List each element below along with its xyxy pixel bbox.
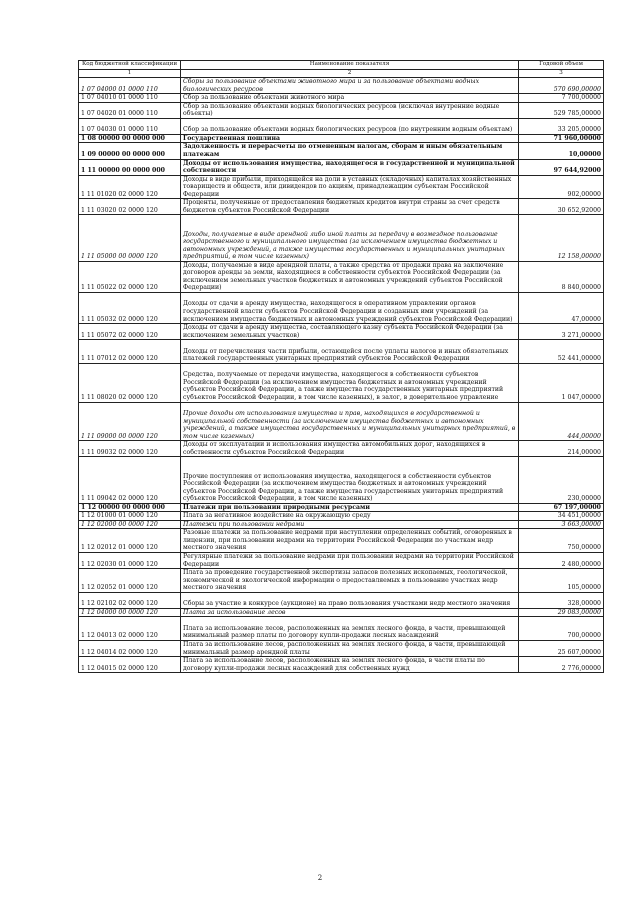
column-number-2: 2 — [181, 69, 519, 78]
table-row — [79, 292, 604, 323]
table-row — [79, 552, 604, 568]
row-value: 33 205,00000 — [519, 118, 604, 134]
row-code: 1 12 04000 00 0000 120 — [79, 608, 181, 617]
row-value: 52 441,00000 — [519, 340, 604, 364]
table-row — [79, 134, 604, 143]
row-name: Сборы за участие в конкурсе (аукционе) на право пользования участками недр местного значения — [181, 592, 519, 608]
table-row — [79, 78, 604, 94]
table-row — [79, 520, 604, 529]
row-code: 1 11 01020 02 0000 120 — [79, 175, 181, 199]
table-row — [79, 640, 604, 656]
row-code: 1 12 00000 00 0000 000 — [79, 503, 181, 512]
row-value: 750,00000 — [519, 529, 604, 553]
row-code: 1 12 04013 02 0000 120 — [79, 617, 181, 641]
row-name: Сборы за пользование объектами животного мира и за пользование объектами водных биологических ресурсов — [181, 78, 519, 94]
row-name: Платежи при пользовании недрами — [181, 520, 519, 529]
table-row — [79, 94, 604, 103]
row-code: 1 11 08020 02 0000 120 — [79, 363, 181, 402]
row-code: 1 11 05000 00 0000 120 — [79, 215, 181, 261]
page-number: 2 — [317, 874, 323, 882]
row-name: Сбор за пользование объектами животного мира — [181, 94, 519, 103]
column-number-1: 1 — [79, 69, 181, 78]
row-value: 3 663,00000 — [519, 520, 604, 529]
table-row — [79, 457, 604, 503]
row-code: 1 11 07012 02 0000 120 — [79, 340, 181, 364]
table-row — [79, 657, 604, 673]
row-value: 34 451,00000 — [519, 512, 604, 521]
table-row — [79, 402, 604, 441]
row-value: 214,00000 — [519, 441, 604, 457]
row-code: 1 12 02000 00 0000 120 — [79, 520, 181, 529]
header-code: Код бюджетной классификации — [79, 61, 181, 70]
table-row — [79, 118, 604, 134]
row-value: 67 197,00000 — [519, 503, 604, 512]
row-code: 1 11 00000 00 0000 000 — [79, 159, 181, 175]
row-value: 1 047,00000 — [519, 363, 604, 402]
row-name: Доходы от сдачи в аренду имущества, находящегося в оперативном управлении органов государственной власти субъектов Российской Федерации и созданных ими учреждений (за исключением имущества бюджетных и автономных учреждений субъектов Российской Федерации) — [181, 292, 519, 323]
table-row — [79, 441, 604, 457]
row-value: 529 785,00000 — [519, 102, 604, 118]
row-value: 12 158,00000 — [519, 215, 604, 261]
row-value: 25 607,00000 — [519, 640, 604, 656]
column-number-3: 3 — [519, 69, 604, 78]
header-name: Наименование показателя — [181, 61, 519, 70]
table-row — [79, 608, 604, 617]
row-code: 1 09 00000 00 0000 000 — [79, 143, 181, 159]
row-value: 47,00000 — [519, 292, 604, 323]
table-row — [79, 503, 604, 512]
row-value: 10,00000 — [519, 143, 604, 159]
row-name: Доходы, получаемые в виде арендной платы, а также средства от продажи права на заключение договоров аренды за земли, находящиеся в собственности субъектов Российской Федерации (за исключением земельных участков бюджетных и автономных учреждений субъектов Российской Федерации) — [181, 261, 519, 292]
row-code: 1 11 09042 02 0000 120 — [79, 457, 181, 503]
row-code: 1 12 02012 01 0000 120 — [79, 529, 181, 553]
table-row — [79, 199, 604, 215]
table-row — [79, 512, 604, 521]
row-value: 71 960,00000 — [519, 134, 604, 143]
row-name: Разовые платежи за пользование недрами при наступлении определенных событий, оговоренных в лицензии, при пользовании недрами на территории Российской Федерации по участкам недр местного значения — [181, 529, 519, 553]
row-code: 1 08 00000 00 0000 000 — [79, 134, 181, 143]
row-code: 1 12 02052 01 0000 120 — [79, 569, 181, 593]
row-value: 2 480,00000 — [519, 552, 604, 568]
row-value: 902,00000 — [519, 175, 604, 199]
row-code: 1 12 02102 02 0000 120 — [79, 592, 181, 608]
row-code: 1 11 05072 02 0000 120 — [79, 324, 181, 340]
table-row — [79, 340, 604, 364]
row-code: 1 07 04030 01 0000 110 — [79, 118, 181, 134]
budget-table — [78, 60, 604, 673]
row-name: Доходы, получаемые в виде арендной либо иной платы за передачу в возмездное пользование государственного и муниципального имущества (за исключением имущества бюджетных и автономных учреждений, а также имущества государственных и муниципальных унитарных предприятий, в том числе казенных) — [181, 215, 519, 261]
row-code: 1 07 04020 01 0000 110 — [79, 102, 181, 118]
row-code: 1 11 09032 02 0000 120 — [79, 441, 181, 457]
table-column-number-row — [79, 69, 604, 78]
row-value: 8 840,00000 — [519, 261, 604, 292]
row-name: Доходы от перечисления части прибыли, остающейся после уплаты налогов и иных обязательных платежей государственных унитарных предприятий субъектов Российской Федерации — [181, 340, 519, 364]
row-value: 30 652,92000 — [519, 199, 604, 215]
table-row — [79, 175, 604, 199]
row-name: Плата за использование лесов, расположенных на землях лесного фонда, в части платы по договору купли-продажи лесных насаждений для собственных нужд — [181, 657, 519, 673]
table-row — [79, 215, 604, 261]
table-row — [79, 261, 604, 292]
row-value: 328,00000 — [519, 592, 604, 608]
row-name: Доходы от эксплуатации и использования имущества автомобильных дорог, находящихся в собственности субъектов Российской Федерации — [181, 441, 519, 457]
row-name: Сбор за пользование объектами водных биологических ресурсов (исключая внутренние водные объекты) — [181, 102, 519, 118]
table-row — [79, 592, 604, 608]
row-code: 1 12 01000 01 0000 120 — [79, 512, 181, 521]
row-code: 1 12 04014 02 0000 120 — [79, 640, 181, 656]
row-name: Регулярные платежи за пользование недрами при пользовании недрами на территории Российской Федерации — [181, 552, 519, 568]
row-name: Плата за негативное воздействие на окружающую среду — [181, 512, 519, 521]
row-code: 1 07 04010 01 0000 110 — [79, 94, 181, 103]
row-value: 7 700,00000 — [519, 94, 604, 103]
row-name: Прочие доходы от использования имущества и прав, находящихся в государственной и муниципальной собственности (за исключением имущества бюджетных и автономных учреждений, а также имущества государственных и муниципальных унитарных предприятий, в том числе казенных) — [181, 402, 519, 441]
row-value: 700,00000 — [519, 617, 604, 641]
row-name: Плата за использование лесов, расположенных на землях лесного фонда, в части, превышающей минимальный размер арендной платы — [181, 640, 519, 656]
row-name: Плата за проведение государственной экспертизы запасов полезных ископаемых, геологической, экономической и экологической информации о предоставляемых в пользование участках недр местного значения — [181, 569, 519, 593]
table-row — [79, 617, 604, 641]
row-name: Доходы от сдачи в аренду имущества, составляющего казну субъекта Российской Федерации (за исключением земельных участков) — [181, 324, 519, 340]
table-body — [79, 61, 604, 673]
table-row — [79, 529, 604, 553]
row-code: 1 11 09000 00 0000 120 — [79, 402, 181, 441]
row-value: 570 690,00000 — [519, 78, 604, 94]
header-value: Годовой объем — [519, 61, 604, 70]
row-code: 1 11 03020 02 0000 120 — [79, 199, 181, 215]
row-code: 1 12 02030 01 0000 120 — [79, 552, 181, 568]
row-code: 1 11 05022 02 0000 120 — [79, 261, 181, 292]
row-name: Платежи при пользовании природными ресурсами — [181, 503, 519, 512]
row-name: Плата за использование лесов — [181, 608, 519, 617]
row-code: 1 07 04000 01 0000 110 — [79, 78, 181, 94]
table-row — [79, 102, 604, 118]
row-value: 97 644,92000 — [519, 159, 604, 175]
row-name: Доходы в виде прибыли, приходящейся на доли в уставных (складочных) капиталах хозяйственных товариществ и обществ, или дивидендов по акциям, принадлежащим субъектам Российской Федерации — [181, 175, 519, 199]
row-name: Сбор за пользование объектами водных биологических ресурсов (по внутренним водным объектам) — [181, 118, 519, 134]
table-row — [79, 324, 604, 340]
row-name: Прочие поступления от использования имущества, находящегося в собственности субъектов Российской Федерации (за исключением имущества бюджетных и автономных учреждений субъектов Российской Федерации, а также имущества государственных унитарных предприятий субъектов Российской Федерации, в том числе казенных) — [181, 457, 519, 503]
row-name: Доходы от использования имущества, находящегося в государственной и муниципальной собственности — [181, 159, 519, 175]
table-row — [79, 569, 604, 593]
row-name: Средства, получаемые от передачи имущества, находящегося в собственности субъектов Российской Федерации (за исключением имущества бюджетных и автономных учреждений субъектов Российской Федерации, а также имущества государственных унитарных предприятий субъектов Российской Федерации, в том числе казенных), в залог, в доверительное управление — [181, 363, 519, 402]
row-name: Задолженность и перерасчеты по отмененным налогам, сборам и иным обязательным платежам — [181, 143, 519, 159]
row-value: 230,00000 — [519, 457, 604, 503]
row-name: Плата за использование лесов, расположенных на землях лесного фонда, в части, превышающей минимальный размер платы по договору купли-продажи лесных насаждений — [181, 617, 519, 641]
row-value: 105,00000 — [519, 569, 604, 593]
table-row — [79, 143, 604, 159]
row-code: 1 12 04015 02 0000 120 — [79, 657, 181, 673]
table-row — [79, 159, 604, 175]
row-code: 1 11 05032 02 0000 120 — [79, 292, 181, 323]
row-value: 2 776,00000 — [519, 657, 604, 673]
row-value: 444,00000 — [519, 402, 604, 441]
row-value: 29 083,00000 — [519, 608, 604, 617]
table-row — [79, 363, 604, 402]
row-name: Проценты, полученные от предоставления бюджетных кредитов внутри страны за счет средств бюджетов субъектов Российской Федерации — [181, 199, 519, 215]
row-name: Государственная пошлина — [181, 134, 519, 143]
row-value: 3 271,00000 — [519, 324, 604, 340]
table-header-row — [79, 61, 604, 70]
